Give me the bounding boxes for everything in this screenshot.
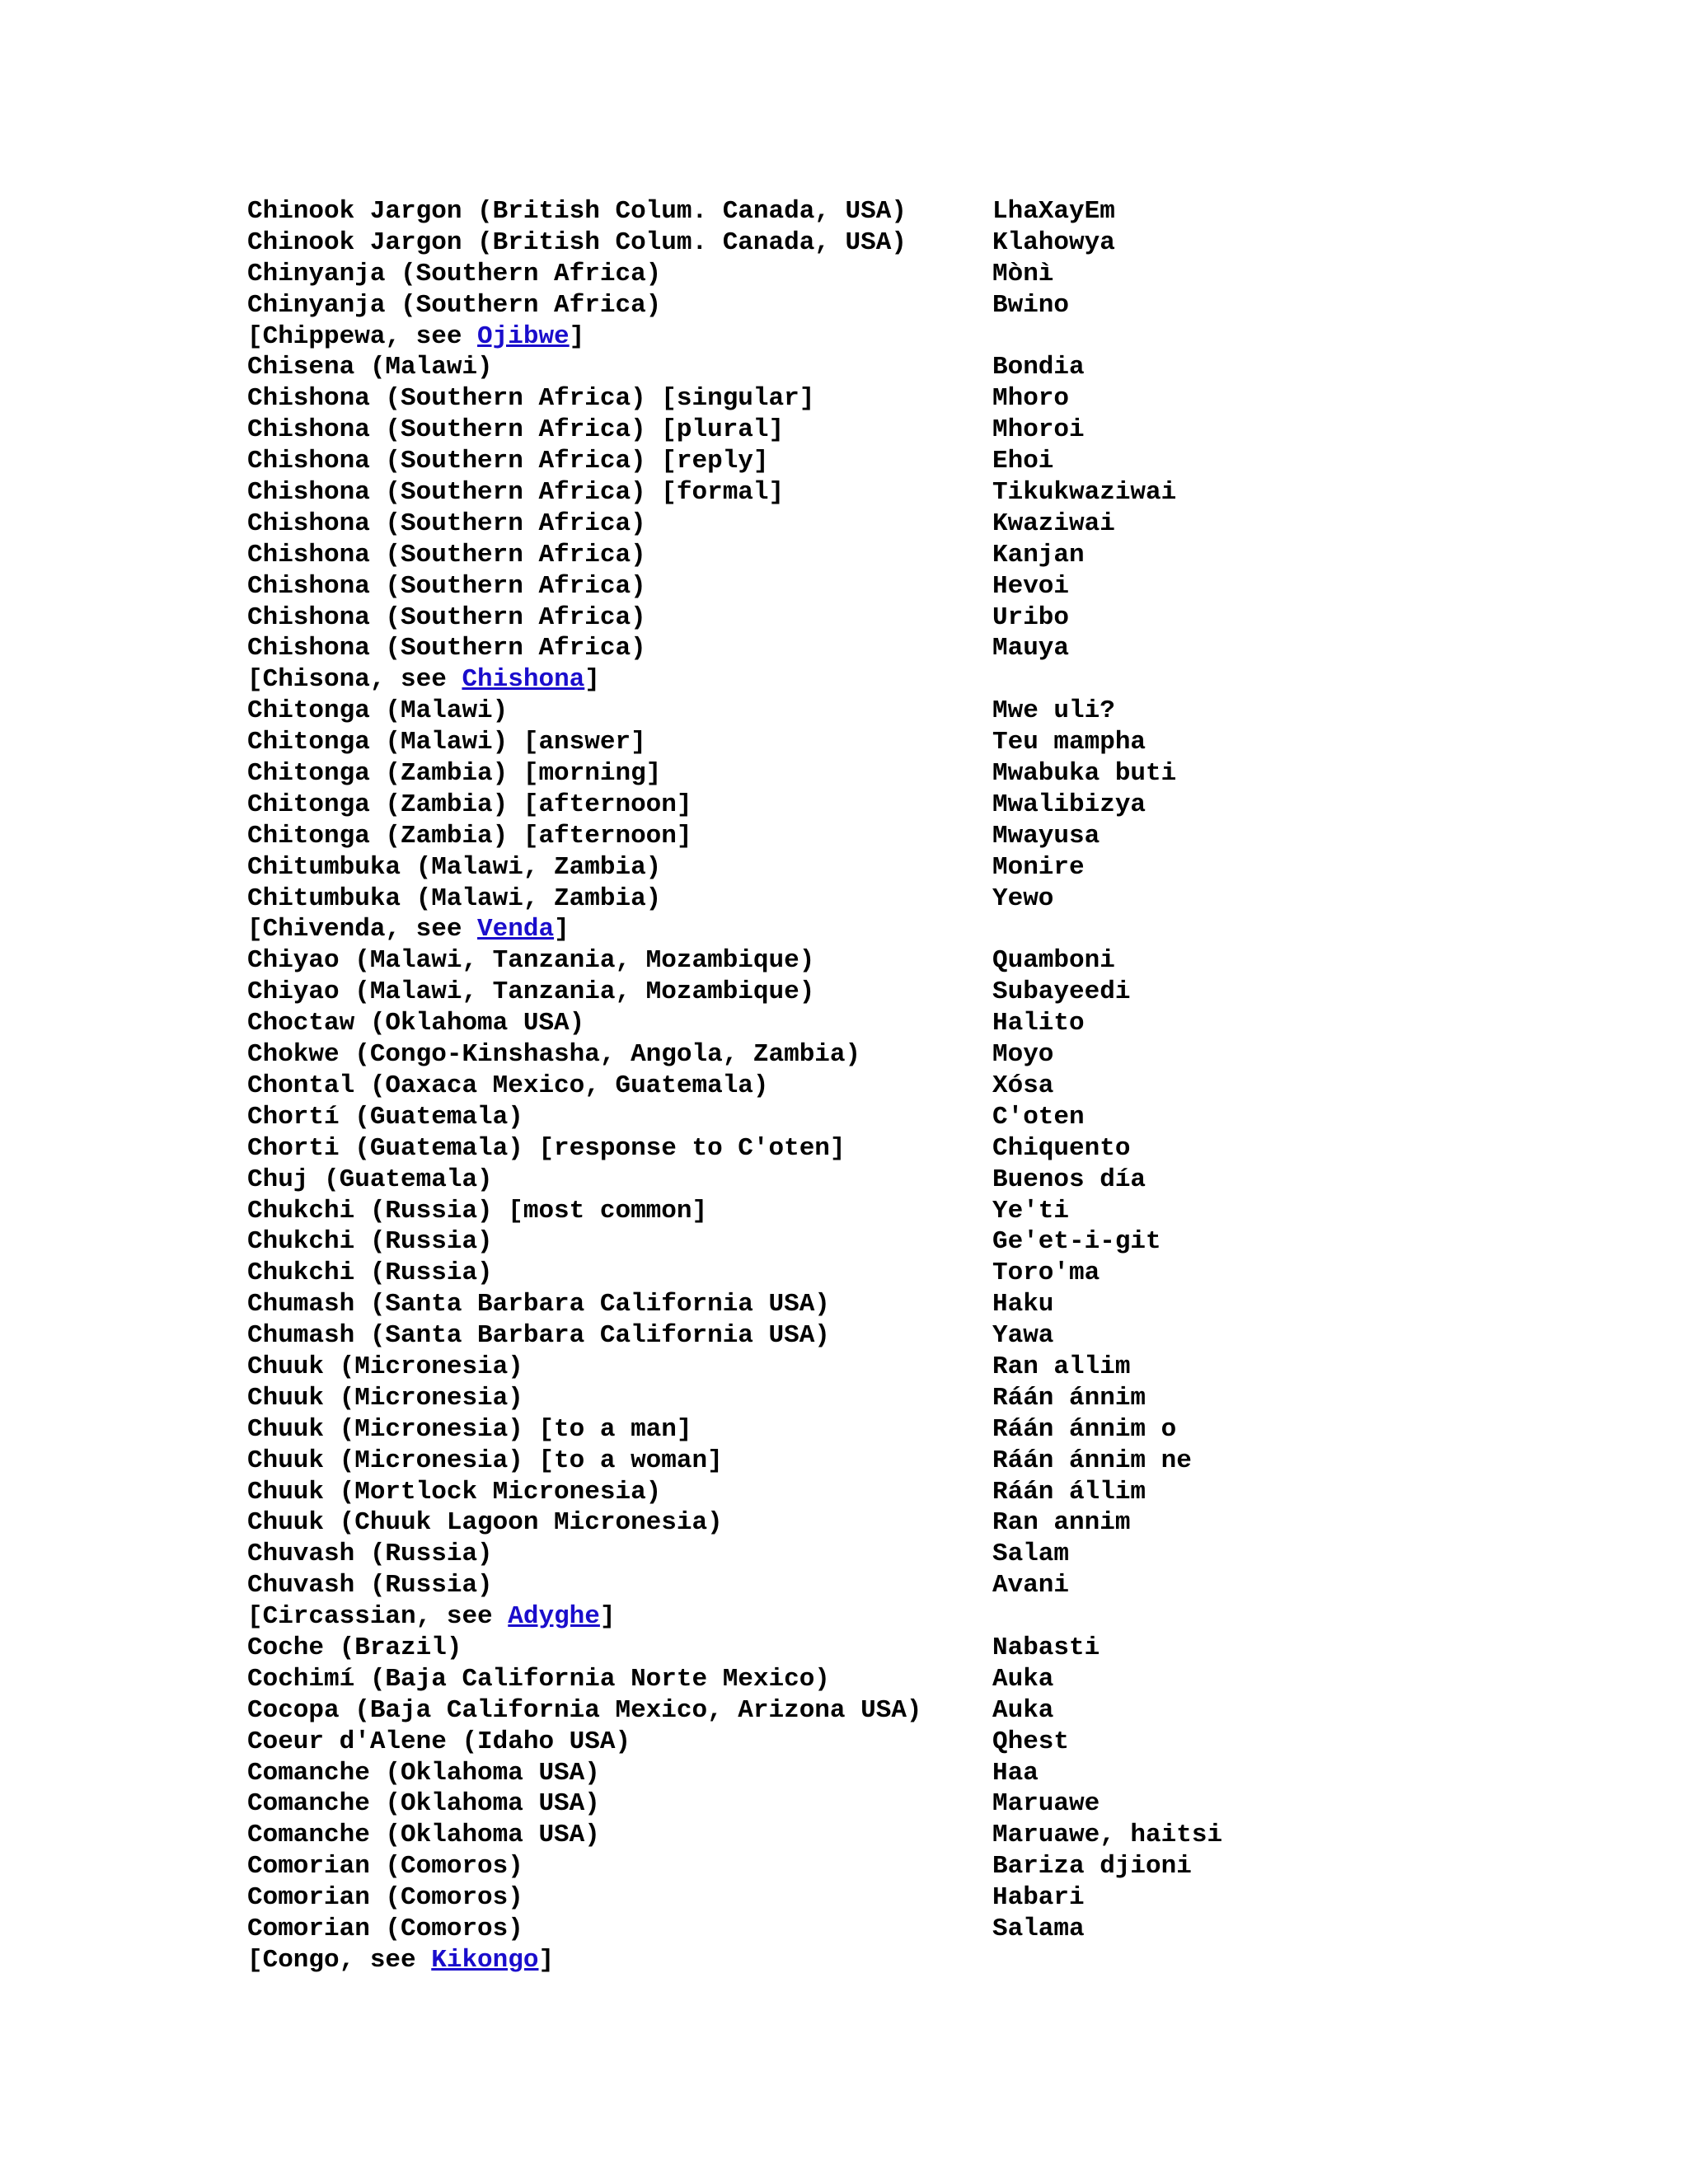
greeting-text: Hevoi <box>992 571 1070 601</box>
list-item <box>247 509 1688 540</box>
list-item <box>247 1851 1688 1882</box>
list-item <box>247 1446 1688 1477</box>
language-name: Comanche (Oklahoma USA) <box>247 1758 600 1788</box>
list-item <box>247 1539 1688 1570</box>
cross-reference-row <box>247 914 1688 945</box>
greeting-text: Ráán ánnim <box>992 1383 1146 1413</box>
cross-reference-suffix: ] <box>538 1945 555 1975</box>
list-item <box>247 1570 1688 1601</box>
language-name: Comorian (Comoros) <box>247 1852 523 1882</box>
greeting-text: Ráán ánnim ne <box>992 1446 1192 1475</box>
greeting-text: Bwino <box>992 290 1070 320</box>
list-item <box>247 1165 1688 1196</box>
list-item <box>247 758 1688 790</box>
list-item <box>247 883 1688 915</box>
cross-reference-row <box>247 321 1688 353</box>
language-name: Chuvash (Russia) <box>247 1540 493 1569</box>
list-item <box>247 1352 1688 1383</box>
greeting-text: Ran allim <box>992 1352 1131 1381</box>
list-item <box>247 1258 1688 1289</box>
language-name: Chitonga (Malawi) <box>247 696 509 726</box>
list-item <box>247 852 1688 883</box>
greeting-text: Auka <box>992 1664 1054 1694</box>
language-name: Chishona (Southern Africa) [formal] <box>247 478 785 508</box>
greeting-text: Ye'ti <box>992 1196 1070 1226</box>
language-name: Comorian (Comoros) <box>247 1914 523 1943</box>
greeting-text: Mwalibizya <box>992 790 1146 819</box>
cross-reference-prefix: [Congo, see <box>247 1945 432 1975</box>
list-item <box>247 259 1688 290</box>
list-item <box>247 1758 1688 1789</box>
language-name: Chitonga (Zambia) [afternoon] <box>247 821 692 851</box>
cross-reference-link[interactable]: Adyghe <box>508 1602 600 1632</box>
cross-reference-prefix: [Chippewa, see <box>247 321 478 351</box>
greeting-text: Bariza djioni <box>992 1852 1192 1882</box>
language-name: Chishona (Southern Africa) <box>247 509 646 538</box>
cross-reference-prefix: [Chisona, see <box>247 665 462 695</box>
list-item <box>247 415 1688 446</box>
greetings-list <box>247 196 1688 1976</box>
language-name: Chishona (Southern Africa) [singular] <box>247 384 815 414</box>
cross-reference-row <box>247 1945 1688 1976</box>
list-item <box>247 1477 1688 1508</box>
language-name: Chuuk (Micronesia) [to a man] <box>247 1414 692 1444</box>
greeting-text: Mònì <box>992 259 1054 288</box>
language-name: Chitonga (Zambia) [morning] <box>247 759 662 789</box>
language-name: Chumash (Santa Barbara California USA) <box>247 1321 830 1351</box>
language-name: Chiyao (Malawi, Tanzania, Mozambique) <box>247 977 815 1007</box>
greeting-text: Teu mampha <box>992 728 1146 757</box>
greeting-text: Habari <box>992 1883 1085 1913</box>
greeting-text: Mwabuka buti <box>992 759 1177 789</box>
greeting-text: Ráán ánnim o <box>992 1414 1177 1444</box>
greeting-text: Klahowya <box>992 227 1115 257</box>
language-name: Comanche (Oklahoma USA) <box>247 1789 600 1819</box>
list-item <box>247 196 1688 227</box>
greeting-text: Bondia <box>992 353 1085 382</box>
greeting-text: Xósa <box>992 1071 1054 1100</box>
greeting-text: Yewo <box>992 883 1054 913</box>
greeting-text: Mhoro <box>992 384 1070 414</box>
cross-reference-suffix: ] <box>554 915 570 944</box>
greeting-text: Mwayusa <box>992 821 1100 851</box>
list-item <box>247 1633 1688 1664</box>
cross-reference-prefix: [Chivenda, see <box>247 915 478 944</box>
list-item <box>247 1664 1688 1695</box>
list-item <box>247 540 1688 571</box>
greeting-text: Toro'ma <box>992 1258 1100 1288</box>
language-name: Chishona (Southern Africa) [plural] <box>247 415 785 445</box>
language-name: Chukchi (Russia) <box>247 1227 493 1257</box>
list-item <box>247 821 1688 852</box>
language-name: Chontal (Oaxaca Mexico, Guatemala) <box>247 1071 769 1100</box>
list-item <box>247 1039 1688 1071</box>
language-name: Chukchi (Russia) <box>247 1258 493 1288</box>
greeting-text: Mhoroi <box>992 415 1085 445</box>
list-item <box>247 1383 1688 1414</box>
greeting-text: Qhest <box>992 1727 1070 1756</box>
list-item <box>247 945 1688 977</box>
greeting-text: Halito <box>992 1009 1085 1038</box>
greeting-text: Maruawe <box>992 1789 1100 1819</box>
list-item <box>247 1882 1688 1914</box>
list-item <box>247 1788 1688 1820</box>
cross-reference-row <box>247 664 1688 696</box>
greeting-text: Maruawe, haitsi <box>992 1821 1223 1850</box>
language-name: Cochimí (Baja California Norte Mexico) <box>247 1664 830 1694</box>
list-item <box>247 1102 1688 1133</box>
language-name: Chisena (Malawi) <box>247 353 493 382</box>
cross-reference-suffix: ] <box>599 1602 616 1632</box>
language-name: Comanche (Oklahoma USA) <box>247 1821 600 1850</box>
greeting-text: LhaXayEm <box>992 197 1115 226</box>
greeting-text: Haa <box>992 1758 1039 1788</box>
list-item <box>247 1320 1688 1352</box>
language-name: Chinyanja (Southern Africa) <box>247 259 662 288</box>
cross-reference-link[interactable]: Kikongo <box>431 1945 539 1975</box>
language-name: Chitonga (Zambia) [afternoon] <box>247 790 692 819</box>
language-name: Chinyanja (Southern Africa) <box>247 290 662 320</box>
greeting-text: Mauya <box>992 634 1070 663</box>
language-name: Chuuk (Chuuk Lagoon Micronesia) <box>247 1508 723 1538</box>
greeting-text: Kwaziwai <box>992 509 1115 538</box>
list-item <box>247 1226 1688 1258</box>
list-item <box>247 352 1688 383</box>
greeting-text: Salam <box>992 1540 1070 1569</box>
language-name: Chitumbuka (Malawi, Zambia) <box>247 852 662 882</box>
language-name: Chitonga (Malawi) [answer] <box>247 728 646 757</box>
greeting-text: Subayeedi <box>992 977 1131 1007</box>
language-name: Chuuk (Micronesia) <box>247 1352 523 1381</box>
cross-reference-link[interactable]: Venda <box>477 915 555 944</box>
greeting-text: Avani <box>992 1571 1070 1601</box>
list-item <box>247 1133 1688 1165</box>
language-name: Chuuk (Micronesia) <box>247 1383 523 1413</box>
list-item <box>247 633 1688 664</box>
list-item <box>247 227 1688 259</box>
list-item <box>247 477 1688 509</box>
language-name: Chorti (Guatemala) [response to C'oten] <box>247 1133 846 1163</box>
greeting-text: Ehoi <box>992 447 1054 476</box>
language-name: Chuj (Guatemala) <box>247 1165 493 1194</box>
list-item <box>247 977 1688 1008</box>
language-name: Chuuk (Micronesia) [to a woman] <box>247 1446 723 1475</box>
greeting-text: Buenos día <box>992 1165 1146 1194</box>
list-item <box>247 790 1688 821</box>
language-name: Choctaw (Oklahoma USA) <box>247 1009 585 1038</box>
cross-reference-suffix: ] <box>584 665 600 695</box>
language-name: Chukchi (Russia) [most common] <box>247 1196 708 1226</box>
greeting-text: Yawa <box>992 1321 1054 1351</box>
language-name: Chishona (Southern Africa) <box>247 602 646 632</box>
list-item <box>247 1008 1688 1039</box>
list-item <box>247 1414 1688 1446</box>
greeting-text: Haku <box>992 1290 1054 1319</box>
greeting-text: Quamboni <box>992 946 1115 976</box>
cross-reference-link[interactable]: Ojibwe <box>477 321 570 351</box>
greeting-text: Auka <box>992 1695 1054 1725</box>
language-name: Chokwe (Congo-Kinshasha, Angola, Zambia) <box>247 1040 861 1070</box>
list-item <box>247 1914 1688 1945</box>
greeting-text: Kanjan <box>992 540 1085 569</box>
list-item <box>247 727 1688 758</box>
list-item <box>247 1695 1688 1727</box>
language-name: Cocopa (Baja California Mexico, Arizona USA) <box>247 1695 922 1725</box>
greeting-text: Monire <box>992 852 1085 882</box>
list-item <box>247 446 1688 477</box>
greeting-text: Nabasti <box>992 1633 1100 1662</box>
greeting-text: Ge'et-i-git <box>992 1227 1161 1257</box>
language-name: Chiyao (Malawi, Tanzania, Mozambique) <box>247 946 815 976</box>
language-name: Chinook Jargon (British Colum. Canada, USA) <box>247 227 907 257</box>
cross-reference-link[interactable]: Chishona <box>462 665 585 695</box>
language-name: Chinook Jargon (British Colum. Canada, USA) <box>247 197 907 226</box>
list-item <box>247 1727 1688 1758</box>
greeting-text: C'oten <box>992 1102 1085 1132</box>
list-item <box>247 571 1688 602</box>
language-name: Chuvash (Russia) <box>247 1571 493 1601</box>
greeting-text: Ran annim <box>992 1508 1131 1538</box>
language-name: Chuuk (Mortlock Micronesia) <box>247 1477 662 1507</box>
language-name: Chishona (Southern Africa) <box>247 571 646 601</box>
language-name: Chitumbuka (Malawi, Zambia) <box>247 883 662 913</box>
cross-reference-suffix: ] <box>569 321 585 351</box>
list-item <box>247 1820 1688 1851</box>
greeting-text: Moyo <box>992 1040 1054 1070</box>
language-name: Chumash (Santa Barbara California USA) <box>247 1290 830 1319</box>
greeting-text: Mwe uli? <box>992 696 1115 726</box>
greeting-text: Uribo <box>992 602 1070 632</box>
language-name: Coche (Brazil) <box>247 1633 462 1662</box>
list-item <box>247 383 1688 415</box>
greeting-text: Ráán állim <box>992 1477 1146 1507</box>
list-item <box>247 1507 1688 1539</box>
list-item <box>247 290 1688 321</box>
list-item <box>247 1196 1688 1227</box>
language-name: Chishona (Southern Africa) <box>247 634 646 663</box>
list-item <box>247 696 1688 727</box>
cross-reference-row <box>247 1601 1688 1633</box>
language-name: Coeur d'Alene (Idaho USA) <box>247 1727 631 1756</box>
language-name: Chortí (Guatemala) <box>247 1102 523 1132</box>
language-name: Chishona (Southern Africa) <box>247 540 646 569</box>
language-name: Chishona (Southern Africa) [reply] <box>247 447 769 476</box>
greeting-text: Tikukwaziwai <box>992 478 1177 508</box>
list-item <box>247 1289 1688 1320</box>
greeting-text: Chiquento <box>992 1133 1131 1163</box>
list-item <box>247 1071 1688 1102</box>
language-name: Comorian (Comoros) <box>247 1883 523 1913</box>
cross-reference-prefix: [Circassian, see <box>247 1602 509 1632</box>
greeting-text: Salama <box>992 1914 1085 1943</box>
list-item <box>247 602 1688 634</box>
